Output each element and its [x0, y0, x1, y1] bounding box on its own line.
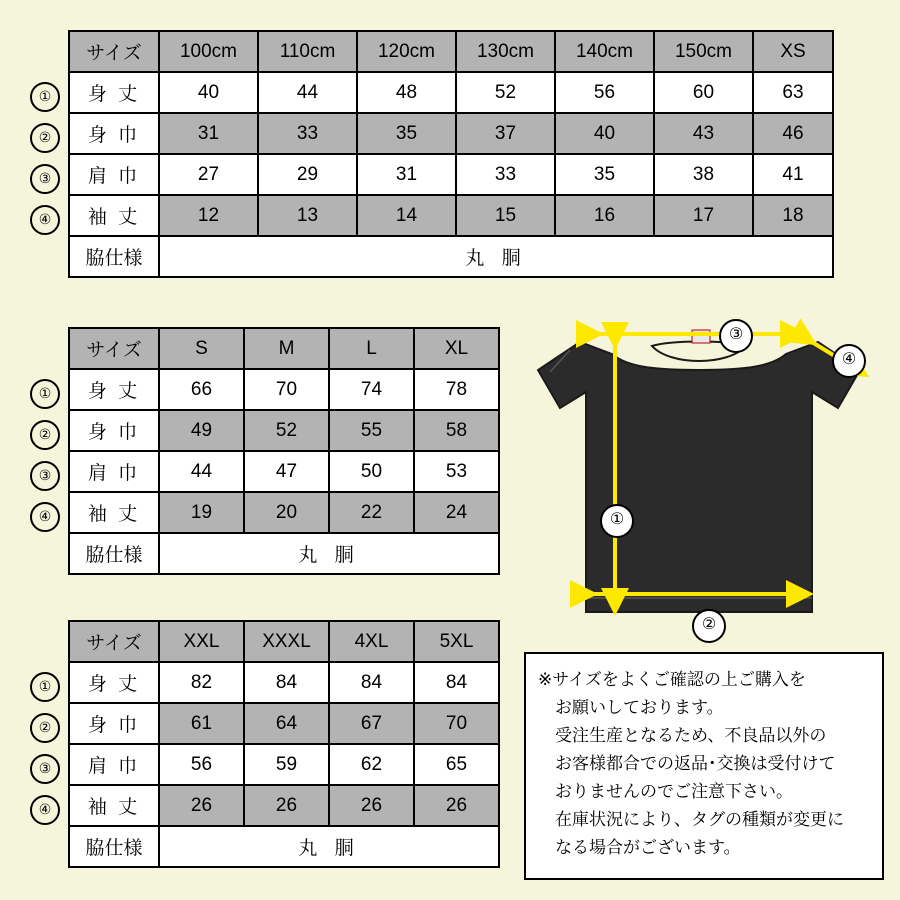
value-cell: 40: [159, 72, 258, 113]
value-cell: 53: [414, 451, 499, 492]
value-cell: 29: [258, 154, 357, 195]
table-row: [69, 195, 833, 236]
value-cell: 33: [258, 113, 357, 154]
value-cell: 65: [414, 744, 499, 785]
value-cell: 27: [159, 154, 258, 195]
table-header-row: [69, 31, 833, 72]
value-cell: 33: [456, 154, 555, 195]
value-cell: 44: [159, 451, 244, 492]
value-cell: 52: [244, 410, 329, 451]
row-marker-2: ②: [30, 420, 60, 450]
table-row: [69, 113, 833, 154]
size-table-kids-block: [38, 30, 834, 278]
value-cell: 61: [159, 703, 244, 744]
value-cell: 70: [414, 703, 499, 744]
header-cell: S: [159, 328, 244, 369]
header-cell: サイズ: [69, 31, 159, 72]
value-cell: 59: [244, 744, 329, 785]
row-marker-3: ③: [30, 164, 60, 194]
row-marker-4: ④: [30, 205, 60, 235]
header-cell: 130cm: [456, 31, 555, 72]
value-cell: 20: [244, 492, 329, 533]
tshirt-diagram: [520, 312, 890, 642]
size-table-kids: [68, 30, 834, 278]
row-label: 身 丈: [69, 369, 159, 410]
footer-label: 脇仕様: [69, 533, 159, 574]
value-cell: 19: [159, 492, 244, 533]
row-marker-3: ③: [30, 461, 60, 491]
note-line: なる場合がございます。: [555, 838, 741, 857]
table-row: [69, 72, 833, 113]
table-footer-row: [69, 236, 833, 277]
header-cell: XS: [753, 31, 833, 72]
header-cell: 5XL: [414, 621, 499, 662]
value-cell: 18: [753, 195, 833, 236]
note-line: 在庫状況により、タグの種類が変更に: [555, 810, 844, 829]
table-row: [69, 410, 499, 451]
header-cell: 140cm: [555, 31, 654, 72]
value-cell: 37: [456, 113, 555, 154]
row-label: 肩 巾: [69, 154, 159, 195]
header-cell: M: [244, 328, 329, 369]
shirt-body: [538, 342, 860, 612]
row-marker-2: ②: [30, 713, 60, 743]
value-cell: 16: [555, 195, 654, 236]
value-cell: 82: [159, 662, 244, 703]
table-row: [69, 451, 499, 492]
table-header-row: [69, 328, 499, 369]
value-cell: 13: [258, 195, 357, 236]
value-cell: 26: [244, 785, 329, 826]
table-header-row: [69, 621, 499, 662]
value-cell: 35: [555, 154, 654, 195]
row-marker-3: ③: [30, 754, 60, 784]
value-cell: 74: [329, 369, 414, 410]
value-cell: 38: [654, 154, 753, 195]
value-cell: 50: [329, 451, 414, 492]
value-cell: 26: [159, 785, 244, 826]
value-cell: 24: [414, 492, 499, 533]
value-cell: 78: [414, 369, 499, 410]
table-row: [69, 154, 833, 195]
value-cell: 31: [357, 154, 456, 195]
row-label: 袖 丈: [69, 785, 159, 826]
value-cell: 12: [159, 195, 258, 236]
value-cell: 58: [414, 410, 499, 451]
row-marker-1: ①: [30, 82, 60, 112]
value-cell: 17: [654, 195, 753, 236]
value-cell: 26: [329, 785, 414, 826]
row-label: 袖 丈: [69, 492, 159, 533]
value-cell: 14: [357, 195, 456, 236]
table-row: [69, 703, 499, 744]
value-cell: 31: [159, 113, 258, 154]
footer-label: 脇仕様: [69, 826, 159, 867]
table-row: [69, 369, 499, 410]
value-cell: 52: [456, 72, 555, 113]
note-line: ※サイズをよくご確認の上ご購入を: [538, 670, 806, 689]
note-line: 受注生産となるため、不良品以外の: [555, 726, 827, 745]
header-cell: 120cm: [357, 31, 456, 72]
value-cell: 48: [357, 72, 456, 113]
header-cell: L: [329, 328, 414, 369]
value-cell: 84: [414, 662, 499, 703]
size-table-adult: [68, 327, 500, 575]
value-cell: 70: [244, 369, 329, 410]
row-marker-1: ①: [30, 379, 60, 409]
note-line: お客様都合での返品･交換は受付けて: [555, 754, 836, 773]
diagram-label-sleeve-length: ④: [832, 344, 866, 378]
footer-value: 丸 胴: [159, 826, 499, 867]
value-cell: 66: [159, 369, 244, 410]
value-cell: 67: [329, 703, 414, 744]
row-label: 身 巾: [69, 703, 159, 744]
row-label: 身 丈: [69, 662, 159, 703]
value-cell: 84: [329, 662, 414, 703]
value-cell: 62: [329, 744, 414, 785]
row-marker-4: ④: [30, 795, 60, 825]
value-cell: 22: [329, 492, 414, 533]
value-cell: 26: [414, 785, 499, 826]
row-label: 肩 巾: [69, 451, 159, 492]
row-label: 袖 丈: [69, 195, 159, 236]
value-cell: 43: [654, 113, 753, 154]
value-cell: 64: [244, 703, 329, 744]
value-cell: 15: [456, 195, 555, 236]
value-cell: 35: [357, 113, 456, 154]
table-row: [69, 492, 499, 533]
table-footer-row: [69, 826, 499, 867]
row-marker-4: ④: [30, 502, 60, 532]
value-cell: 44: [258, 72, 357, 113]
value-cell: 84: [244, 662, 329, 703]
value-cell: 46: [753, 113, 833, 154]
value-cell: 40: [555, 113, 654, 154]
table-row: [69, 662, 499, 703]
header-cell: XL: [414, 328, 499, 369]
row-label: 身 丈: [69, 72, 159, 113]
note-line: おりませんのでご注意下さい。: [555, 782, 793, 801]
footer-value: 丸 胴: [159, 533, 499, 574]
value-cell: 55: [329, 410, 414, 451]
diagram-label-shoulder-width: ③: [719, 319, 753, 353]
row-marker-1: ①: [30, 672, 60, 702]
note-line: お願いしております。: [555, 698, 724, 717]
row-label: 身 巾: [69, 410, 159, 451]
value-cell: 60: [654, 72, 753, 113]
row-label: 身 巾: [69, 113, 159, 154]
header-cell: XXXL: [244, 621, 329, 662]
value-cell: 41: [753, 154, 833, 195]
value-cell: 47: [244, 451, 329, 492]
value-cell: 56: [555, 72, 654, 113]
header-cell: 110cm: [258, 31, 357, 72]
header-cell: XXL: [159, 621, 244, 662]
footer-label: 脇仕様: [69, 236, 159, 277]
header-cell: 150cm: [654, 31, 753, 72]
table-footer-row: [69, 533, 499, 574]
table-row: [69, 744, 499, 785]
header-cell: 4XL: [329, 621, 414, 662]
header-cell: サイズ: [69, 328, 159, 369]
header-cell: サイズ: [69, 621, 159, 662]
size-table-bigsize-block: [38, 620, 500, 868]
value-cell: 63: [753, 72, 833, 113]
diagram-label-body-length: ①: [600, 504, 634, 538]
header-cell: 100cm: [159, 31, 258, 72]
table-row: [69, 785, 499, 826]
purchase-note-box: [524, 652, 884, 880]
brand-tag: [692, 330, 710, 343]
size-table-bigsize: [68, 620, 500, 868]
footer-value: 丸 胴: [159, 236, 833, 277]
row-label: 肩 巾: [69, 744, 159, 785]
diagram-label-body-width: ②: [692, 609, 726, 643]
size-table-adult-block: [38, 327, 500, 575]
row-marker-2: ②: [30, 123, 60, 153]
value-cell: 49: [159, 410, 244, 451]
value-cell: 56: [159, 744, 244, 785]
